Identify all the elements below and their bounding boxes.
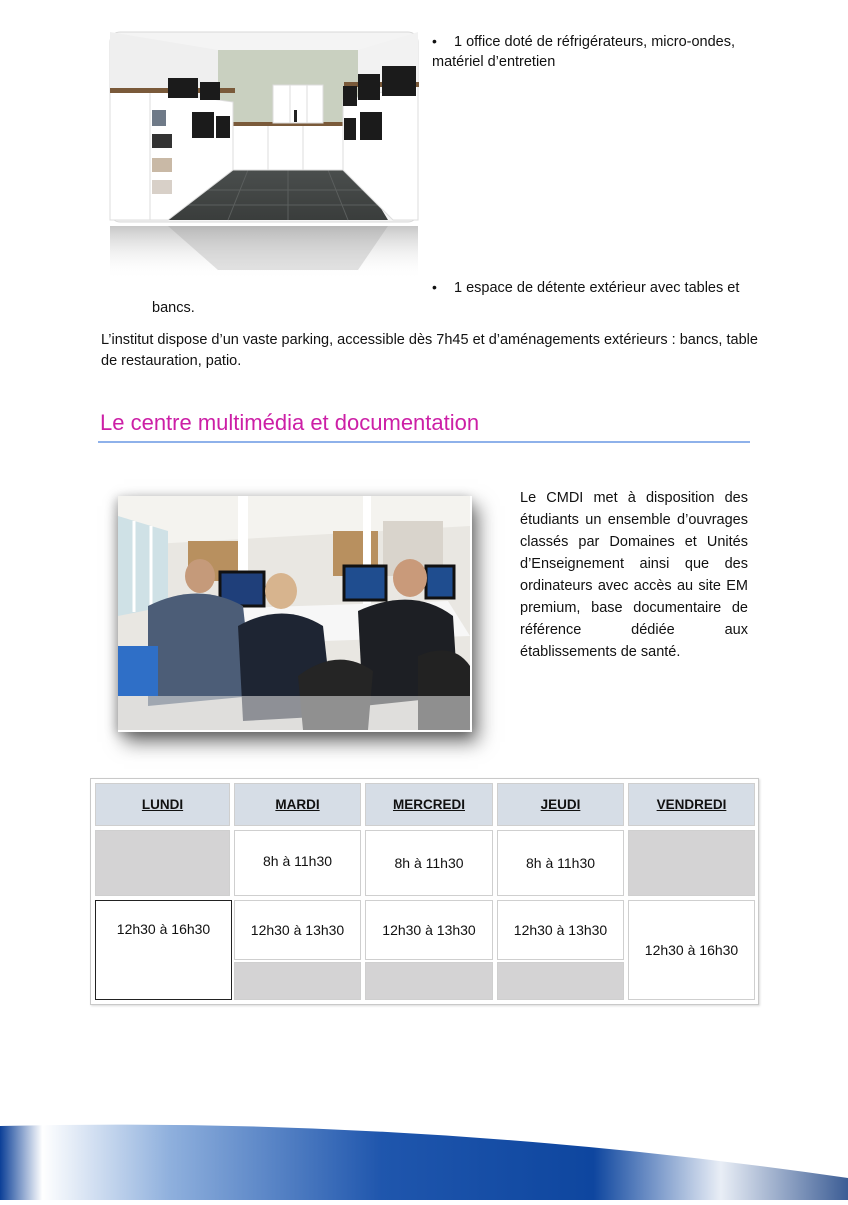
relax-bullet-continued bbox=[152, 298, 195, 319]
cmdi-line: référence dédiée aux bbox=[520, 622, 748, 638]
cmdi-line: classés par Domaines et Unités bbox=[520, 534, 748, 550]
cmdi-line: premium, base documentaire de bbox=[520, 600, 748, 616]
office-bullet-continued bbox=[432, 52, 748, 73]
cmdi-line: Le CMDI met à disposition des bbox=[520, 490, 748, 506]
afternoon-vendredi: 12h30 à 16h30 bbox=[628, 900, 755, 1000]
morning-mardi: 8h à 11h30 bbox=[234, 830, 361, 896]
late-mercredi-closed bbox=[365, 962, 493, 1000]
morning-lundi-closed bbox=[95, 830, 230, 896]
relax-bullet-line2: bancs. bbox=[152, 300, 195, 316]
afternoon-lundi: 12h30 à 16h30 bbox=[95, 900, 232, 1000]
section-title: Le centre multimédia et documentation bbox=[100, 410, 480, 435]
office-bullet bbox=[432, 31, 748, 53]
cmdi-description bbox=[520, 487, 748, 663]
kitchen-illustration bbox=[108, 30, 420, 282]
cmdi-line: étudiants un ensemble d’ouvrages bbox=[520, 512, 748, 528]
parking-line2: de restauration, patio. bbox=[101, 353, 242, 369]
bullet-icon: • bbox=[432, 33, 437, 49]
header-vendredi: VENDREDI bbox=[628, 783, 755, 826]
schedule-table bbox=[90, 778, 759, 1005]
relax-bullet-line1: 1 espace de détente extérieur avec tables et bbox=[454, 280, 740, 296]
afternoon-mardi: 12h30 à 13h30 bbox=[234, 900, 361, 960]
afternoon-jeudi: 12h30 à 13h30 bbox=[497, 900, 624, 960]
morning-vendredi-closed bbox=[628, 830, 755, 896]
late-jeudi-closed bbox=[497, 962, 624, 1000]
relax-bullet bbox=[432, 277, 748, 299]
office-bullet-line1: 1 office doté de réfrigérateurs, micro-ondes, bbox=[454, 34, 736, 50]
late-mardi-closed bbox=[234, 962, 361, 1000]
morning-mercredi: 8h à 11h30 bbox=[365, 830, 493, 896]
cmdi-line: établissements de santé. bbox=[520, 644, 681, 660]
bullet-icon: • bbox=[432, 279, 437, 295]
cmdi-line: ordinateurs avec accès au site EM bbox=[520, 578, 748, 594]
header-mercredi: MERCREDI bbox=[365, 783, 493, 826]
cmdi-line: d’Enseignement ainsi que des bbox=[520, 556, 748, 572]
parking-paragraph bbox=[101, 330, 758, 372]
cmdi-photo bbox=[118, 496, 470, 730]
header-jeudi: JEUDI bbox=[497, 783, 624, 826]
morning-jeudi: 8h à 11h30 bbox=[497, 830, 624, 896]
section-divider bbox=[98, 441, 750, 443]
office-bullet-line2: matériel d’entretien bbox=[432, 54, 556, 70]
afternoon-mercredi: 12h30 à 13h30 bbox=[365, 900, 493, 960]
header-mardi: MARDI bbox=[234, 783, 361, 826]
parking-line1: L’institut dispose d’un vaste parking, accessible dès 7h45 et d’aménagements extérieurs : bancs, table bbox=[101, 332, 758, 348]
header-lundi: LUNDI bbox=[95, 783, 230, 826]
footer-wave-decoration bbox=[0, 1120, 848, 1200]
